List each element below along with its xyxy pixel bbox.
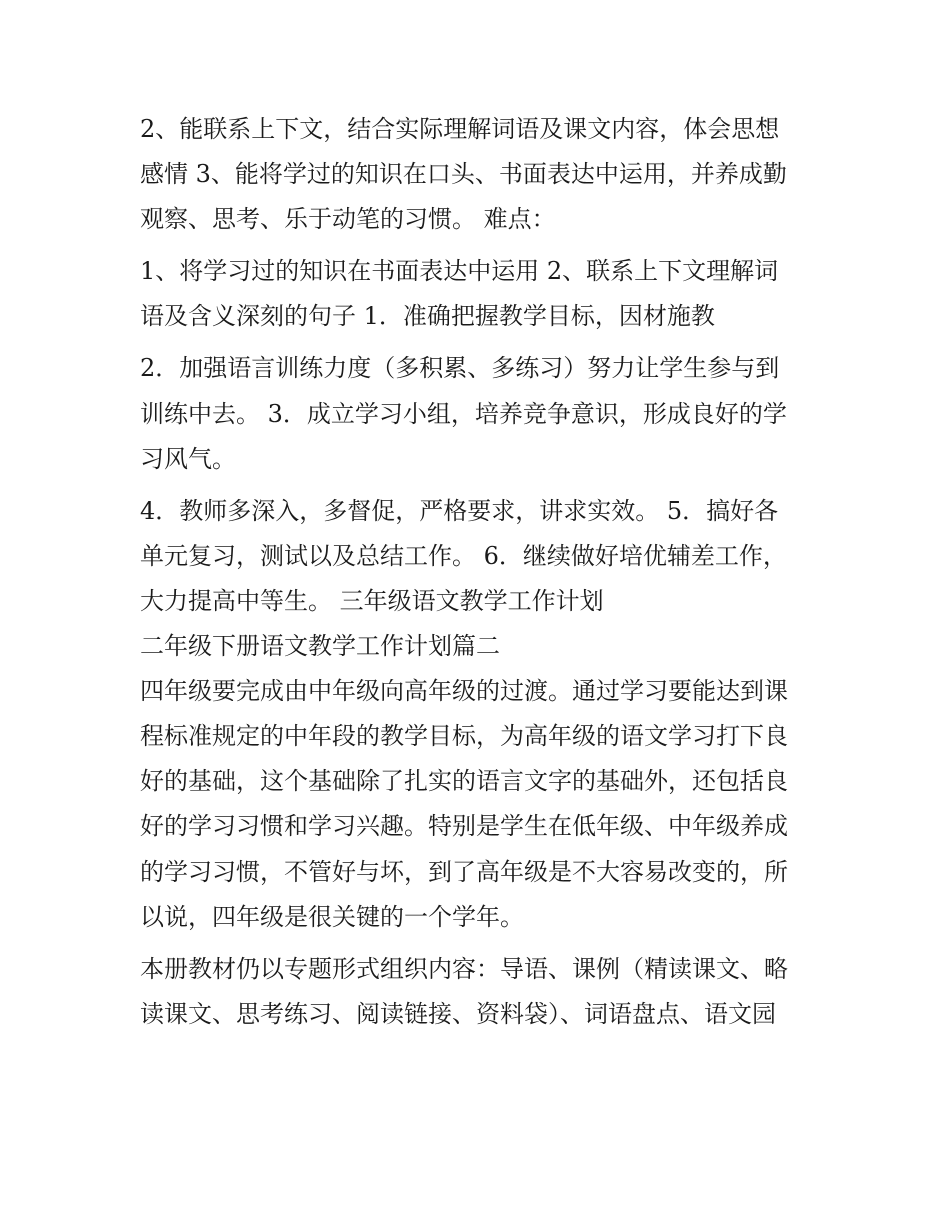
text-line: 读课文、思考练习、阅读链接、资料袋）、词语盘点、语文园 (140, 999, 776, 1028)
text-line: 好的学习习惯和学习兴趣。特别是学生在低年级、中年级养成 (140, 812, 788, 841)
text-line: 程标准规定的中年段的教学目标，为高年级的语文学习打下良 (140, 722, 788, 751)
text-line: 四年级要完成由中年级向高年级的过渡。通过学习要能达到课 (140, 677, 788, 706)
section-heading: 二年级下册语文教学工作计划篇二 (140, 632, 500, 661)
text-line: 观察、思考、乐于动笔的习惯。 难点： (140, 205, 556, 234)
text-line: 语及含义深刻的句子 1．准确把握教学目标，因材施教 (140, 302, 715, 331)
text-line: 2．加强语言训练力度（多积累、多练习）努力让学生参与到 (140, 354, 780, 383)
text-line: 好的基础，这个基础除了扎实的语言文字的基础外，还包括良 (140, 767, 788, 796)
text-line: 4．教师多深入，多督促，严格要求，讲求实效。 5．搞好各 (140, 496, 779, 525)
document-body (140, 107, 820, 1037)
text-line: 的学习习惯，不管好与坏，到了高年级是不大容易改变的，所 (140, 857, 788, 886)
text-line: 1、将学习过的知识在书面表达中运用 2、联系上下文理解词 (140, 257, 779, 286)
text-line: 训练中去。 3．成立学习小组，培养竞争意识，形成良好的学 (140, 399, 787, 428)
text-line: 本册教材仍以专题形式组织内容：导语、课例（精读课文、略 (140, 954, 788, 983)
text-line: 2、能联系上下文，结合实际理解词语及课文内容，体会思想 (140, 115, 780, 143)
text-line: 习风气。 (140, 444, 236, 473)
text-line: 单元复习，测试以及总结工作。 6．继续做好培优辅差工作， (140, 541, 787, 570)
text-line: 大力提高中等生。 三年级语文教学工作计划 (140, 586, 604, 615)
text-line: 以说，四年级是很关键的一个学年。 (140, 902, 524, 931)
text-line: 感情 3、能将学过的知识在口头、书面表达中运用，并养成勤 (140, 160, 787, 189)
